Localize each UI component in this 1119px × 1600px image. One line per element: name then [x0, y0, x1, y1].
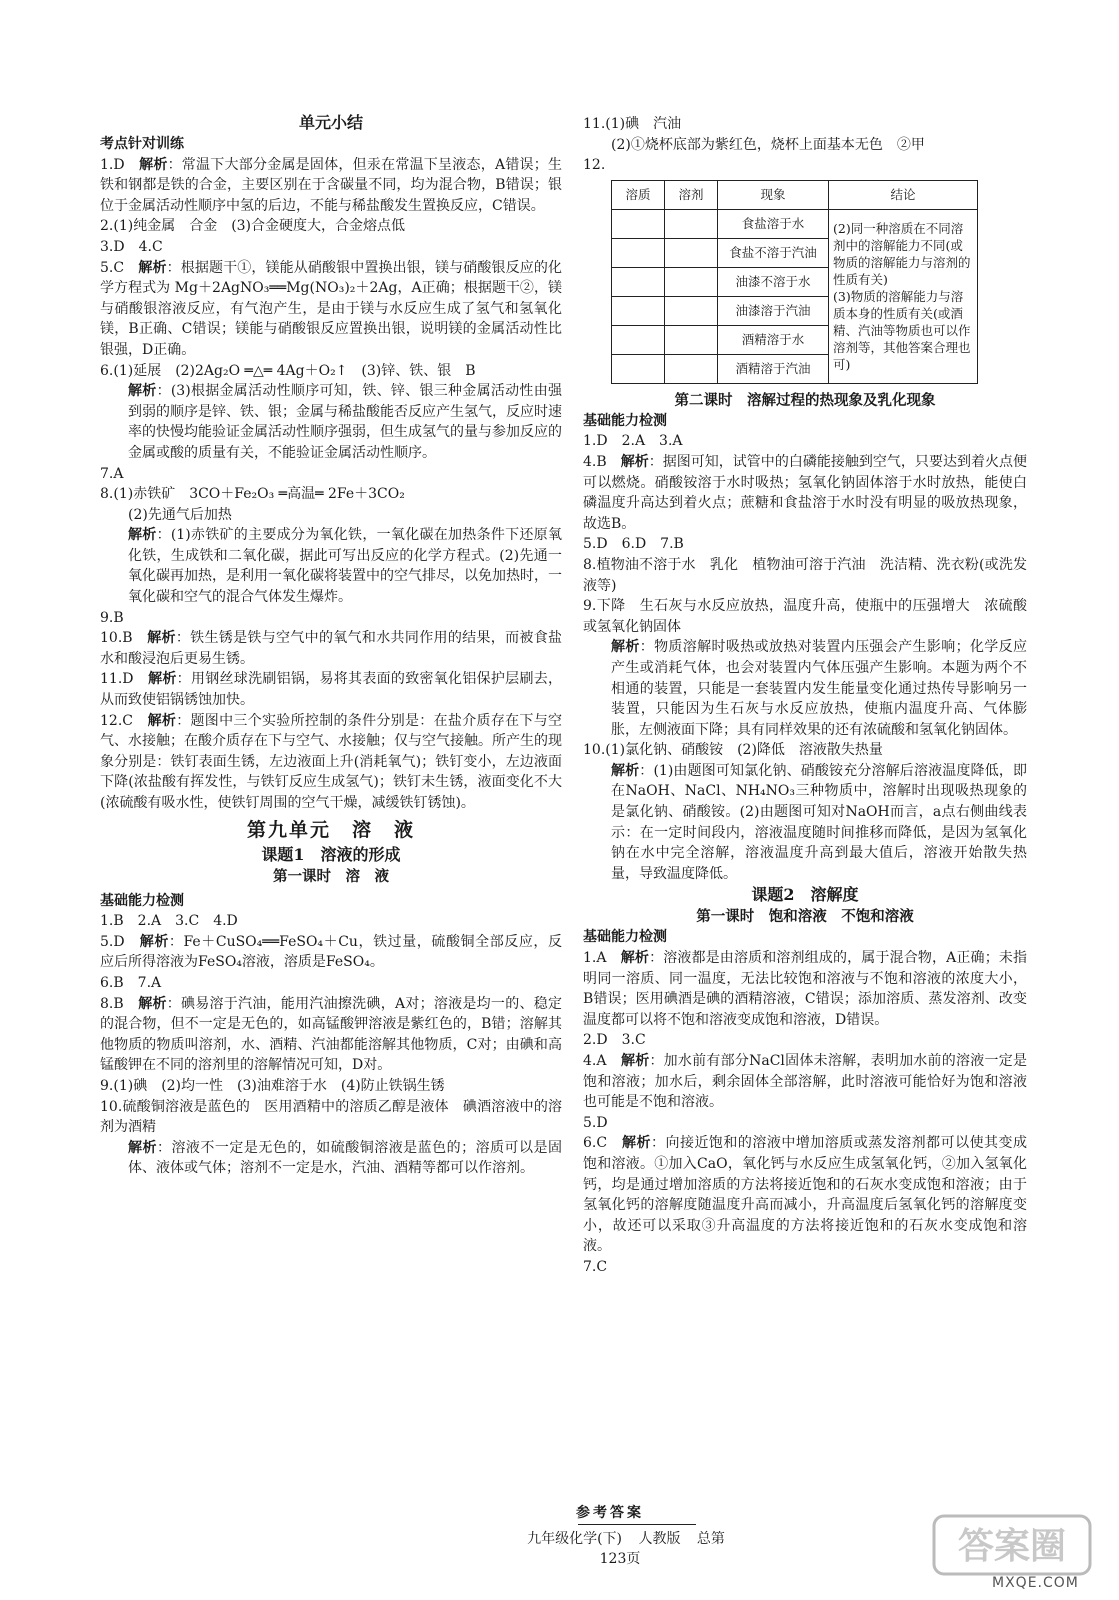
footer-info: [508, 1528, 738, 1568]
answer-number: 6.C: [583, 1135, 608, 1152]
answer-text: ：物质溶解时吸热或放热对装置内压强会产生影响；化学反应产生或消耗气体，也会对装置内气体压强产生影响。本题为两个不相通的装置，只能是一套装置内发生能量变化通过热传导影响另一装置，只能因为生石灰与水反应放热，使瓶内温度升高、气体膨胀，左侧液面下降；具有同样效果的还有浓硫酸和氢氧化钠固体。: [611, 639, 1028, 738]
answer-text: 2.A 3.A: [607, 433, 683, 450]
answer-number: 2.: [100, 218, 114, 235]
answer-item: [583, 596, 1027, 637]
answer-number: 4.A: [583, 1053, 607, 1069]
analysis-label: 解析: [147, 712, 177, 729]
answer-text: (1)碘 (2)均一性 (3)油难溶于水 (4)防止铁锅生锈: [113, 1077, 445, 1094]
answer-number: 5.D: [583, 536, 608, 553]
answer-number: 11.: [583, 116, 606, 132]
answer-list: [100, 911, 562, 1179]
phenomenon-cell: 油漆溶于汽油: [718, 296, 829, 325]
watermark-logo-icon: [932, 1510, 1092, 1580]
analysis-label: 解析: [128, 383, 157, 400]
answer-number: 8.: [100, 486, 114, 503]
answer-text: 6.D 7.B: [607, 536, 684, 553]
table-cell: [665, 325, 718, 354]
answer-text: 2.A 3.C 4.D: [123, 913, 238, 930]
answer-number: 1.D: [100, 156, 125, 173]
answer-item: [100, 1138, 562, 1179]
answer-text: ：Fe＋CuSO₄══FeSO₄＋Cu，铁过量，硫酸铜全部反应，反应后所得溶液为FeSO₄溶液，溶质是FeSO₄。: [100, 933, 562, 971]
answer-number: 12.C: [100, 712, 133, 729]
table-cell: [612, 325, 665, 354]
answer-item: [100, 994, 562, 1076]
phenomenon-cell: 食盐溶于水: [718, 209, 829, 238]
answer-item: [100, 628, 562, 669]
conclusion-cell: (2)同一种溶质在不同溶剂中的溶解能力不同(或物质的溶解能力与溶剂的性质有关) (3)物质的溶解能力与溶质本身的性质有关(或酒精、汽油等物质也可以作溶剂等，其他答案合理也可): [829, 209, 978, 383]
answer-item: [583, 637, 1027, 740]
period3-title: 第一课时 饱和溶液 不饱和溶液: [696, 908, 914, 926]
answer-item: [100, 505, 562, 526]
answer-text: ：用钢丝球洗刷铝锅，易将其表面的致密氧化铝保护层刷去，从而致使铝锅锈蚀加快。: [100, 671, 563, 709]
answer-number: 5.D: [100, 933, 125, 950]
answer-item: [583, 431, 1027, 452]
answer-item: [583, 761, 1027, 885]
analysis-label: 解析: [148, 671, 177, 688]
answer-number: 6.B: [100, 974, 124, 991]
subhead-training: 考点针对训练: [100, 136, 184, 152]
answer-number: 11.D: [100, 671, 134, 688]
basic-head: 基础能力检测: [583, 412, 667, 429]
table-header: 溶剂: [665, 180, 718, 209]
answer-number: 5.C: [100, 259, 125, 276]
analysis-label: 解析: [611, 639, 640, 656]
basic-head: 基础能力检测: [100, 892, 184, 909]
answer-list: [100, 155, 562, 814]
answer-item: [583, 555, 1027, 596]
period-title: 第一课时 溶 液: [273, 867, 389, 885]
phenomenon-cell: 食盐不溶于汽油: [718, 238, 829, 267]
answer-item: [100, 911, 562, 932]
footer-edition: 人教版: [638, 1531, 681, 1547]
answer-list: [583, 114, 1027, 176]
unit-summary-title: 单元小结: [298, 113, 363, 132]
answer-item: [100, 608, 562, 629]
phenomenon-cell: 酒精溶于水: [718, 325, 829, 354]
answer-text: (1)纯金属 合金 (3)合金硬度大，合金熔点低: [113, 218, 406, 235]
answer-text: ：铁生锈是铁与空气中的氧气和水共同作用的结果，而被食盐水和酸浸泡后更易生锈。: [100, 630, 563, 667]
answer-number: 9.B: [100, 609, 124, 626]
answer-item: [583, 452, 1027, 534]
answer-item: [100, 669, 562, 710]
answer-item: [583, 534, 1027, 555]
answer-list: [583, 431, 1027, 884]
answer-item: [583, 1030, 1027, 1051]
period2-title: 第二课时 溶解过程的热现象及乳化现象: [674, 391, 936, 409]
footer-grade: 九年级化学(下): [527, 1531, 623, 1547]
analysis-label: 解析: [611, 762, 640, 779]
table-cell: [665, 238, 718, 267]
answer-number: 1.B: [100, 913, 124, 930]
answer-text: (2)①烧杯底部为紫红色，烧杯上面基本无色 ②甲: [611, 136, 925, 153]
table-cell: [612, 209, 665, 238]
answer-item: [100, 155, 562, 217]
answer-number: 7.A: [100, 465, 124, 482]
answer-text: ：据图可知，试管中的白磷能接触到空气，只要达到着火点便可以燃烧。硝酸铵溶于水时吸热；氢氧化钠固体溶于水时放热，能使白磷温度升高达到着火点；蔗糖和食盐溶于水时没有明显的吸放热现象，故选B。: [583, 453, 1028, 532]
answer-item: [100, 711, 562, 814]
answer-item: [100, 258, 562, 361]
answer-item: [100, 932, 562, 973]
answer-number: 8.: [583, 556, 597, 573]
table-cell: [665, 267, 718, 296]
answer-text: ：(3)根据金属活动性顺序可知，铁、锌、银三种金属活动性由强到弱的顺序是锌、铁、银；金属与稀盐酸能否反应产生氢气，反应时速率的快慢均能验证金属活动性顺序强弱，但生成氢气的量与参加反应的金属或酸的质量有关，不能验证金属活动性顺序。: [128, 383, 562, 461]
analysis-label: 解析: [147, 630, 176, 647]
answer-text: (2)先通气后加热: [128, 506, 232, 523]
analysis-label: 解析: [139, 933, 169, 950]
answer-item: [100, 1076, 562, 1097]
answer-item: [100, 237, 562, 258]
basic-head: 基础能力检测: [583, 929, 667, 946]
footer-divider: [578, 1524, 696, 1525]
footer-title: 参考答案: [576, 1505, 644, 1521]
watermark-text: MXQE.COM: [992, 1575, 1079, 1591]
analysis-label: 解析: [138, 995, 167, 1012]
solubility-table: [611, 180, 978, 384]
footer-page: 总第123页: [599, 1531, 725, 1567]
answer-list: [583, 948, 1027, 1278]
watermark-logo-text: 答案圈: [957, 1526, 1067, 1567]
answer-text: (1)碘 汽油: [605, 116, 682, 132]
answer-text: 下降 生石灰与水反应放热，温度升高，使瓶中的压强增大 浓硫酸或氢氧化钠固体: [583, 598, 1027, 635]
answer-text: 7.A: [123, 974, 162, 991]
lesson2-title: 课题2 溶解度: [751, 885, 859, 905]
phenomenon-cell: 油漆不溶于水: [718, 267, 829, 296]
answer-number: 10.B: [100, 630, 133, 647]
answer-text: (1)延展 (2)2Ag₂O ═△═ 4Ag＋O₂↑ (3)锌、铁、银 B: [113, 362, 476, 379]
answer-item: [583, 135, 1027, 156]
answer-text: 植物油不溶于水 乳化 植物油可溶于汽油 洗洁精、洗衣粉(或洗发液等): [583, 556, 1027, 594]
answer-number: 12.: [583, 157, 606, 174]
answer-number: 3.D: [100, 238, 125, 255]
table-header: 溶质: [612, 180, 665, 209]
answer-item: [583, 155, 1027, 176]
table-cell: [612, 238, 665, 267]
answer-item: [100, 361, 562, 382]
answer-item: [100, 525, 562, 607]
answer-text: 3.C: [607, 1032, 646, 1049]
answer-item: [583, 740, 1027, 761]
right-column: [583, 114, 1027, 1278]
answer-item: [583, 114, 1027, 135]
answer-item: [100, 464, 562, 485]
answer-item: [583, 1113, 1027, 1134]
answer-number: 1.A: [583, 950, 607, 967]
answer-item: [583, 1133, 1027, 1257]
answer-item: [100, 216, 562, 237]
analysis-label: 解析: [139, 156, 168, 173]
table-cell: [665, 354, 718, 383]
answer-text: ：(1)由题图可知氯化钠、硝酸铵充分溶解后溶液温度降低，即在NaOH、NaCl、NH₄NO₃三种物质中，溶解时出现吸热现象的是氯化钠、硝酸铵。(2)由题图可知对NaOH而言，a点右侧曲线表示：在一定时间段内，溶液温度随时间推移而降低，是因为氢氧化钠在水中完全溶解，溶液温度升高到最大值后，溶液开始散失热量，导致温度降低。: [611, 762, 1027, 882]
phenomenon-cell: 酒精溶于汽油: [718, 354, 829, 383]
answer-number: 8.B: [100, 995, 124, 1012]
answer-number: 5.D: [583, 1114, 608, 1131]
answer-number: 1.D: [583, 433, 608, 450]
answer-text: ：溶液都是由溶质和溶剂组成的，属于混合物，A正确；未指明同一溶质、同一温度，无法比较饱和溶液与不饱和溶液的浓度大小，B错误；医用碘酒是碘的酒精溶液，C错误；添加溶质、蒸发溶剂、改变温度都可以将不饱和溶液变成饱和溶液，D错误。: [583, 950, 1028, 1028]
answer-number: 10.: [100, 1098, 123, 1115]
analysis-label: 解析: [620, 1053, 650, 1069]
lesson-title: 课题1 溶液的形成: [261, 844, 401, 864]
table-header: 现象: [718, 180, 829, 209]
left-column: [100, 112, 562, 1179]
answer-text: ：向接近饱和的溶液中增加溶质或蒸发溶剂都可以使其变成饱和溶液。①加入CaO，氧化钙与水反应生成氢氧化钙，②加入氢氧化钙，均是通过增加溶质的方法将接近饱和的石灰水变成饱和溶液；由于氢氧化钙的溶解度随温度升高而减小，升高温度后氢氧化钙的溶解度变小，故还可以采取③升高温度的方法将接近饱和的石灰水变成饱和溶液。: [583, 1135, 1028, 1255]
analysis-label: 解析: [138, 259, 167, 276]
answer-text: ：根据题干①，镁能从硝酸银中置换出银，镁与硝酸银反应的化学方程式为 Mg＋2AgNO₃══Mg(NO₃)₂＋2Ag，A正确；根据题干②，镁与硝酸银溶液反应，有气泡产生，是由于镁与水反应生成了氢气和氢氧化镁，B正确、C错误；镁能与硝酸银反应置换出银，说明镁的金属活动性比银强，D正确。: [100, 259, 563, 358]
answer-text: (1)氯化钠、硝酸铵 (2)降低 溶液散失热量: [605, 742, 883, 759]
analysis-label: 解析: [622, 1135, 652, 1152]
analysis-label: 解析: [620, 453, 649, 470]
answer-number: 9.: [100, 1077, 114, 1094]
table-cell: [612, 354, 665, 383]
answer-number: 2.D: [583, 1032, 608, 1049]
answer-number: 7.C: [583, 1258, 608, 1275]
table-header: 结论: [829, 180, 978, 209]
analysis-label: 解析: [128, 527, 157, 544]
answer-text: ：题图中三个实验所控制的条件分别是：在盐介质存在下与空气、水接触；在酸介质存在下与空气、水接触；仅与空气接触。所产生的现象分别是：铁钉表面生锈，左边液面上升(消耗氧气)；铁钉变小，左边液面下降(浓盐酸有挥发性，与铁钉反应生成氢气)；铁钉未生锈，液面变化不大(浓硫酸有吸水性，使铁钉周围的空气干燥，减缓铁钉锈蚀)。: [100, 712, 563, 811]
analysis-label: 解析: [128, 1139, 157, 1156]
answer-item: [100, 381, 562, 463]
table-cell: [665, 296, 718, 325]
answer-text: ：碘易溶于汽油，能用汽油擦洗碘，A对；溶液是均一的、稳定的混合物，但不一定是无色的，如高锰酸钾溶液是紫红色的，B错；溶解其他物质的物质叫溶剂，水、酒精、汽油都能溶解其他物质，C对；由碘和高锰酸钾在不同的溶剂里的溶解情况可知，D对。: [100, 995, 562, 1074]
table-cell: [612, 267, 665, 296]
answer-text: ：(1)赤铁矿的主要成分为氧化铁，一氧化碳在加热条件下还原氧化铁，生成铁和二氧化碳，据此可写出反应的化学方程式。(2)先通一氧化碳再加热，是利用一氧化碳将装置中的空气排尽，以免加热时，一氧化碳和空气的混合气体发生爆炸。: [128, 527, 562, 606]
table-cell: [665, 209, 718, 238]
table-cell: [612, 296, 665, 325]
answer-number: 6.: [100, 362, 114, 379]
answer-text: 4.C: [124, 238, 163, 255]
answer-text: ：常温下大部分金属是固体，但汞在常温下呈液态，A错误；生铁和钢都是铁的合金，主要区别在于含碳量不同，均为混合物，B错误；银位于金属活动性顺序中氢的后边，不能与稀盐酸发生置换反应，C错误。: [100, 156, 563, 214]
answer-item: [100, 1097, 562, 1138]
answer-item: [100, 973, 562, 994]
answer-text: 硫酸铜溶液是蓝色的 医用酒精中的溶质乙醇是液体 碘酒溶液中的溶剂为酒精: [100, 1098, 562, 1136]
answer-number: 9.: [583, 598, 597, 615]
answer-text: ：加水前有部分NaCl固体未溶解，表明加水前的溶液一定是饱和溶液；加水后，剩余固体全部溶解，此时溶液可能恰好为饱和溶液也可能是不饱和溶液。: [583, 1053, 1027, 1111]
answer-item: [100, 484, 562, 505]
answer-item: [583, 1257, 1027, 1278]
answer-item: [583, 948, 1027, 1030]
table-row: [612, 209, 978, 238]
answer-text: ：溶液不一定是无色的，如硫酸铜溶液是蓝色的；溶质可以是固体、液体或气体；溶剂不一定是水，汽油、酒精等都可以作溶剂。: [128, 1139, 563, 1177]
answer-number: 4.B: [583, 453, 607, 470]
answer-item: [583, 1051, 1027, 1113]
answer-text: (1)赤铁矿 3CO＋Fe₂O₃ ═高温═ 2Fe＋3CO₂: [113, 486, 405, 503]
answer-number: 10.: [583, 742, 606, 759]
unit-title: 第九单元 溶 液: [246, 818, 415, 841]
analysis-label: 解析: [620, 950, 650, 967]
